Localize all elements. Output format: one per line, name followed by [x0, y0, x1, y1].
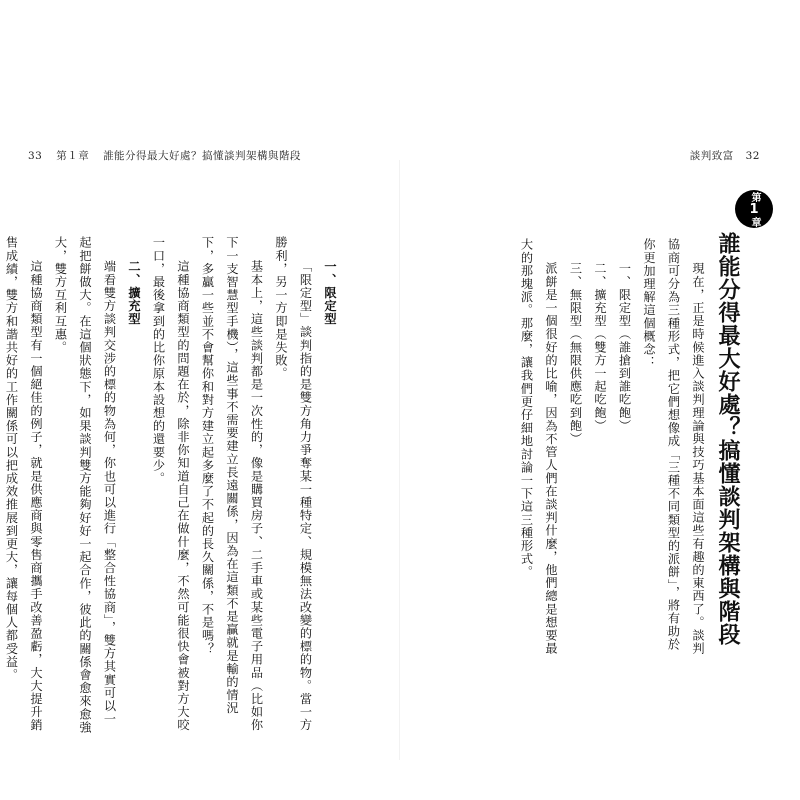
left-paragraph-1: 「限定型」談判指的是雙方角力爭奪某一種特定、規模無法改變的標的物。當一方勝利，另一方即是失敗。 — [274, 236, 313, 732]
left-page-number: 33 — [28, 150, 43, 162]
left-page-body — [4, 236, 342, 736]
list-item-3: 三、無限型（無限供應吃到飽） — [568, 262, 583, 446]
right-paragraph-2: 派餅是一個很好的比喻，因為不管人們在談判什麼，他們總是想要最大的那塊派。那麼，讓我們更仔細地討論一下這三種形式。 — [519, 238, 558, 656]
chapter-title: 誰能分得最大好處？搞懂談判架構與階段 — [715, 232, 740, 646]
left-running-header — [28, 148, 301, 163]
section-heading-expand: 二、擴充型 — [127, 260, 141, 326]
chapter-badge-post: 章 — [749, 216, 760, 227]
left-chapter-label: 第１章 — [56, 150, 90, 162]
list-item-1: 一、限定型（誰搶到誰吃飽） — [617, 262, 632, 433]
list-item-2: 二、擴充型（雙方一起吃飽） — [593, 262, 607, 433]
left-paragraph-4: 端看雙方談判交涉的標的物為何，你也可以進行「整合性協商」，雙方其實可以一起把餅做大。在這個狀態下，如果談判雙方能夠好好一起合作，彼此的關係會愈來愈強大，雙方互利互惠。 — [53, 236, 117, 734]
chapter-badge-pre: 第 — [749, 191, 760, 202]
spread-gutter — [399, 160, 400, 760]
chapter-badge-number: 1 — [746, 201, 762, 217]
left-paragraph-5: 這種協商類型有一個絕佳的例子，就是供應商與零售商攜手改善盈虧，大大提升銷售成績，雙方和諧共好的工作關係可以把成效推展到更大，讓每個人都受益。 — [4, 236, 43, 732]
left-paragraph-3: 這種協商類型的問題在於，除非你知道自己在做什麼，不然可能很快會被對方大咬一口，最後拿到的比你原本設想的還要少。 — [151, 236, 190, 732]
left-chapter-title: 誰能分得最大好處？搞懂談判架構與階段 — [103, 150, 302, 162]
section-heading-limited: 一、限定型 — [323, 260, 337, 326]
right-page-body — [450, 238, 710, 658]
right-page-number: 32 — [745, 150, 760, 162]
right-paragraph-1: 現在，正是時候進入談判理論與技巧基本面這些有趣的東西了。談判協商可分為三種形式，把它們想像成「三種不同類型的派餅」，將有助於你更加理解這個概念： — [642, 238, 705, 656]
book-title: 談判致富 — [689, 150, 734, 162]
left-paragraph-2: 基本上，這些談判都是一次性的，像是購買房子、二手車或某些電子用品（比如你下一支智慧型手機），這些事不需要建立長遠關係，因為在這類不是贏就是輸的情況下，多贏一些並不會幫你和對方建立起多麼了不起的長久關係，不是嗎？ — [200, 236, 264, 732]
chapter-badge — [735, 190, 773, 228]
right-running-header — [690, 148, 760, 163]
